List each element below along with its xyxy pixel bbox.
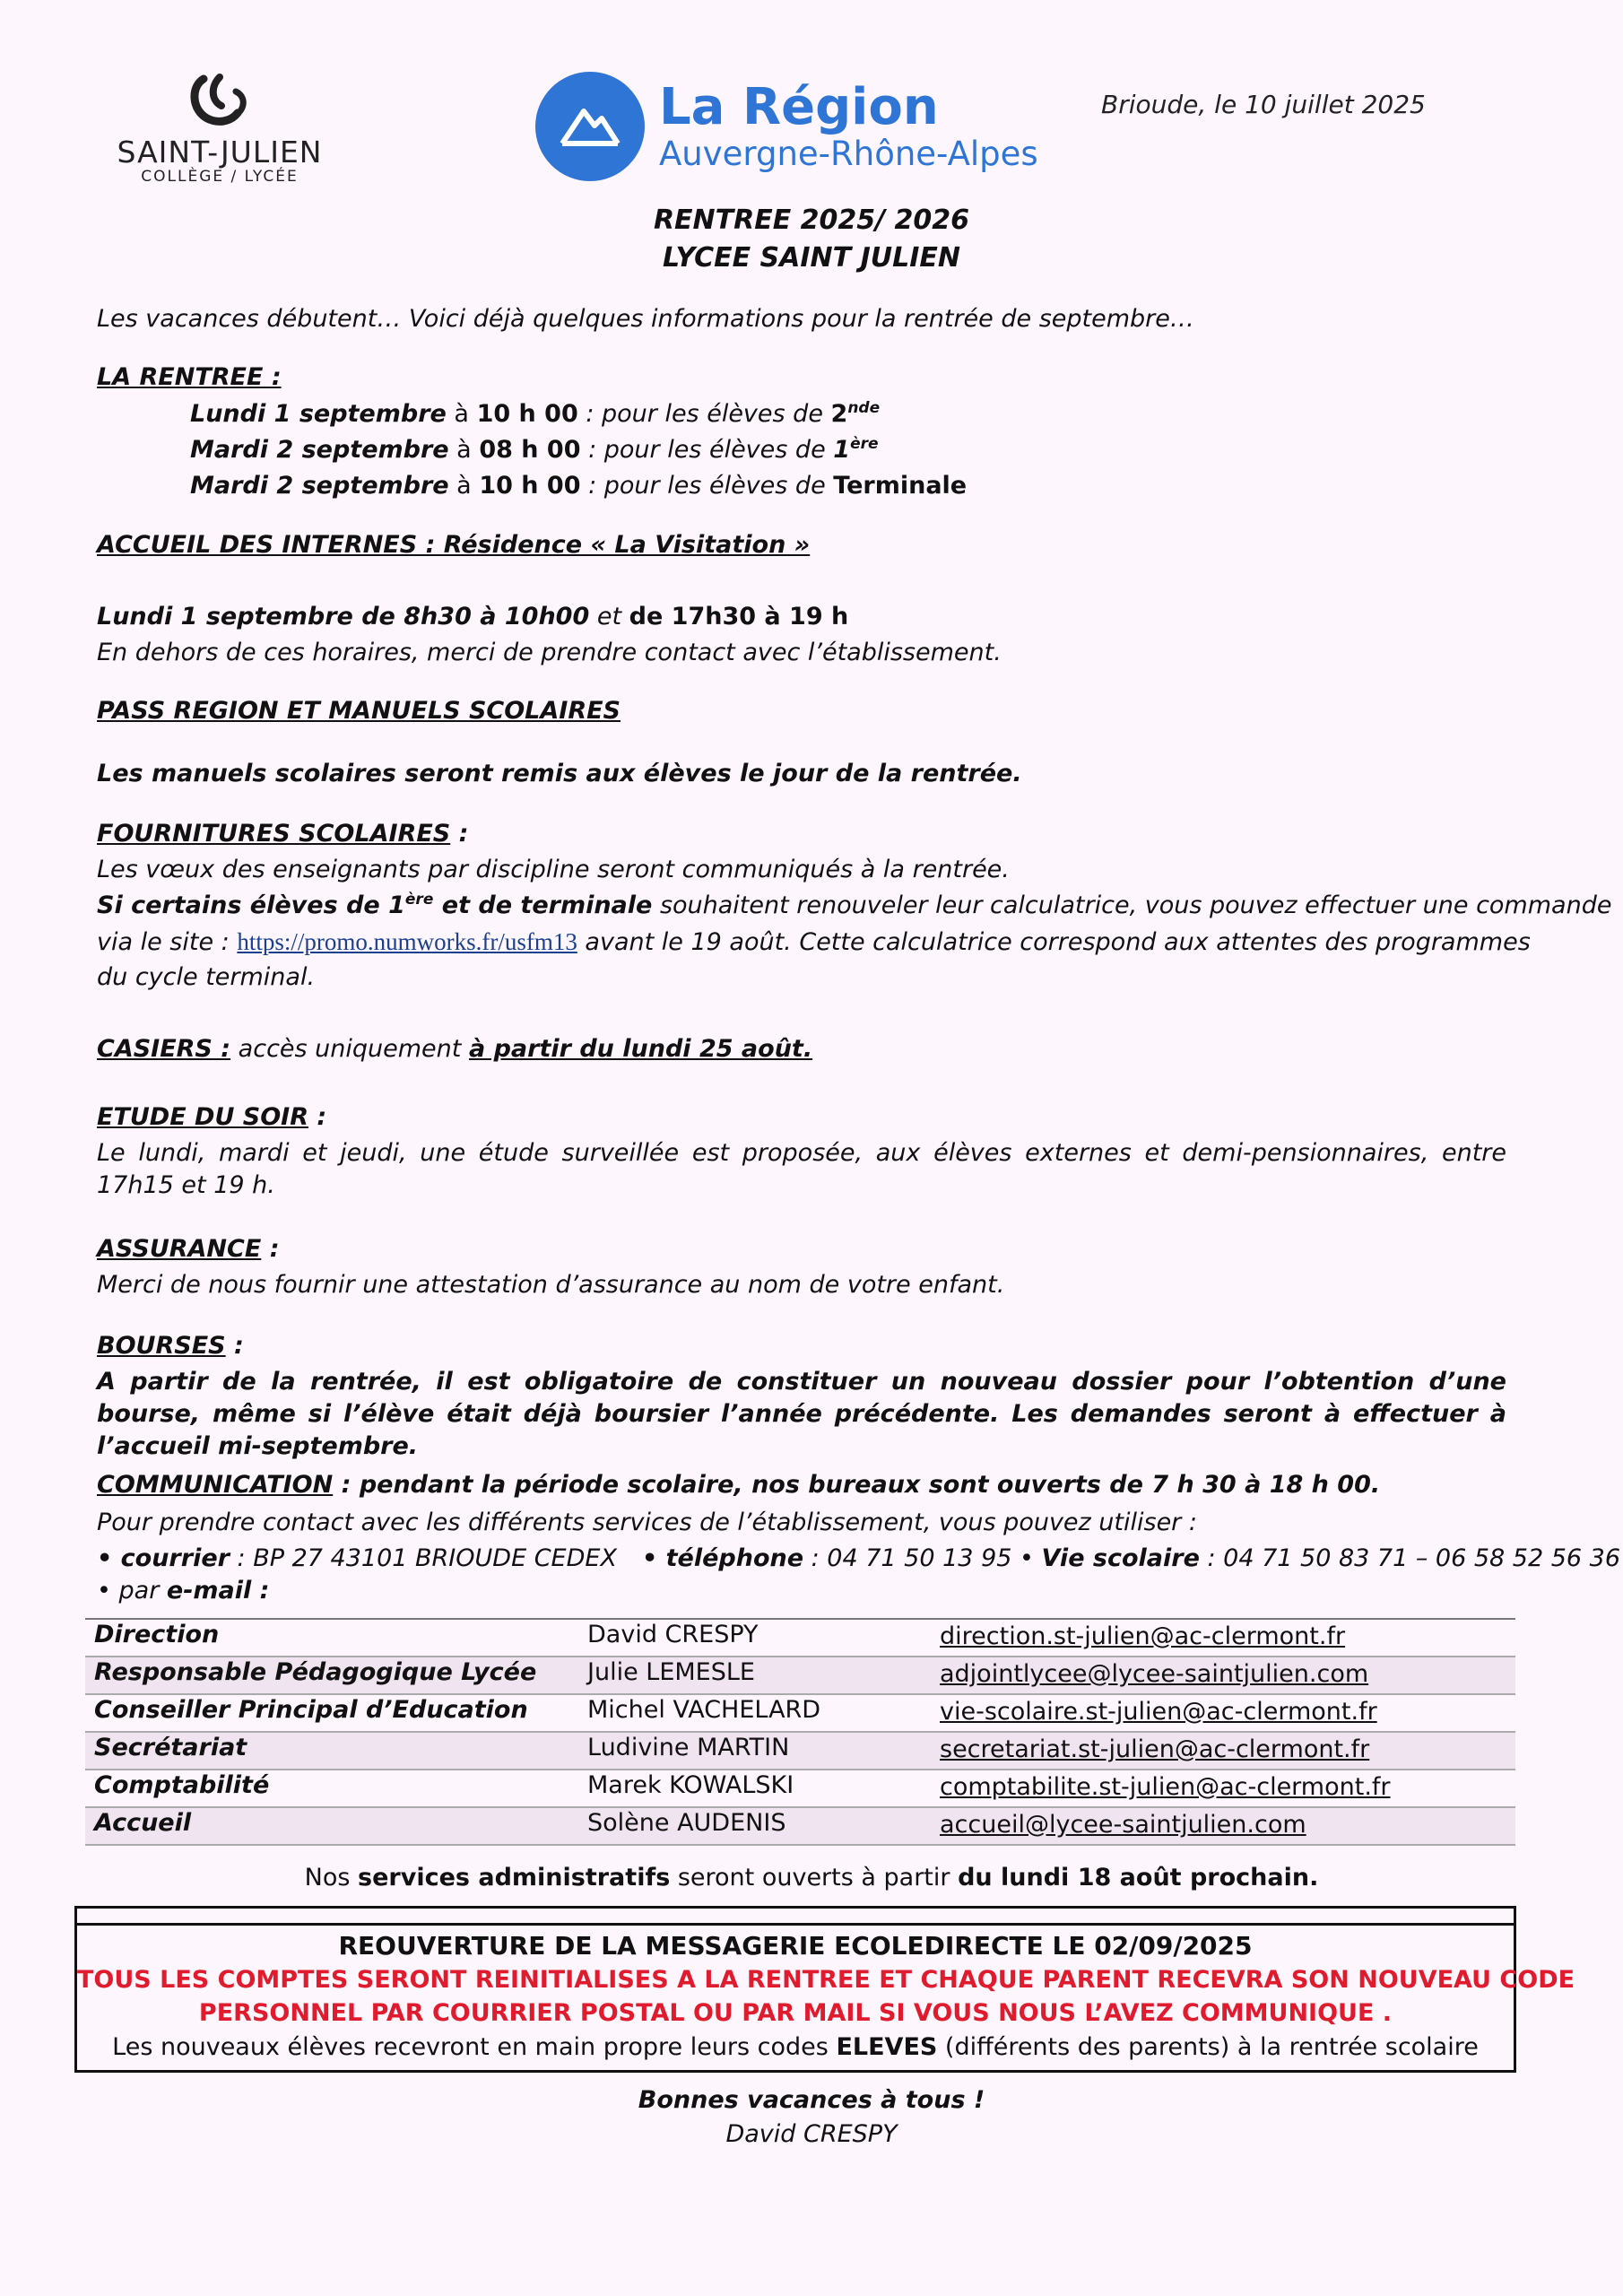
contact-name: Ludivine MARTIN bbox=[587, 1734, 790, 1761]
communication-intro: Pour prendre contact avec les différents services de l’établissement, vous pouvez utiliser : bbox=[97, 1509, 1197, 1536]
rentree-line-3: Mardi 2 septembre à 10 h 00 : pour les élèves de Terminale bbox=[190, 472, 968, 500]
contact-role: Accueil bbox=[94, 1809, 192, 1837]
contact-role: Conseiller Principal d’Education bbox=[94, 1696, 528, 1724]
internes-note: En dehors de ces horaires, merci de prendre contact avec l’établissement. bbox=[97, 639, 1002, 666]
contact-email-link[interactable]: comptabilite.st-julien@ac-clermont.fr bbox=[940, 1773, 1391, 1801]
rentree-line-1: Lundi 1 septembre à 10 h 00 : pour les élèves de 2nde bbox=[190, 399, 881, 428]
contact-name: Marek KOWALSKI bbox=[587, 1771, 794, 1799]
etude-text: Le lundi, mardi et jeudi, une étude surveillée est proposée, aux élèves externes et demi-pensionnaires, entre 17h15 et 19 h. bbox=[97, 1139, 1506, 1199]
ecoledirecte-notice bbox=[74, 1906, 1575, 2073]
internes-hours: Lundi 1 septembre de 8h30 à 10h00 et de 17h30 à 19 h bbox=[97, 603, 849, 631]
contact-role: Direction bbox=[94, 1621, 220, 1648]
bourses-heading: BOURSES : bbox=[97, 1332, 244, 1360]
contact-name: Michel VACHELARD bbox=[587, 1696, 821, 1724]
fournitures-heading: FOURNITURES SCOLAIRES : bbox=[97, 820, 469, 848]
contact-name: David CRESPY bbox=[587, 1621, 759, 1648]
notice-top-band bbox=[77, 1909, 1514, 1926]
intro-text: Les vacances débutent… Voici déjà quelques informations pour la rentrée de septembre… bbox=[97, 305, 1194, 333]
pass-heading: PASS REGION ET MANUELS SCOLAIRES bbox=[97, 697, 621, 725]
pass-text: Les manuels scolaires seront remis aux élèves le jour de la rentrée. bbox=[97, 760, 1022, 787]
table-row bbox=[85, 1770, 1515, 1808]
communication-email-label: • par e-mail : bbox=[97, 1577, 270, 1605]
table-row bbox=[85, 1733, 1515, 1770]
region-logo-mark-icon bbox=[535, 72, 645, 181]
communication-contacts: • courrier : BP 27 43101 BRIOUDE CEDEX • téléphone : 04 71 50 13 95 • Vie scolaire : 04 71 50 83 71 – 06 58 52 56 36 bbox=[97, 1544, 1621, 1572]
rentree-line-2: Mardi 2 septembre à 08 h 00 : pour les élèves de 1ère bbox=[190, 435, 879, 464]
internes-heading: ACCUEIL DES INTERNES : Résidence « La Visitation » bbox=[97, 531, 811, 559]
contact-role: Comptabilité bbox=[94, 1771, 270, 1799]
school-logo bbox=[99, 74, 341, 186]
fournitures-line-2: Si certains élèves de 1ère et de terminale souhaitent renouveler leur calculatrice, vous pouvez effectuer une commande bbox=[97, 891, 1612, 919]
contact-role: Secrétariat bbox=[94, 1734, 247, 1761]
school-subtitle: COLLÈGE / LYCÉE bbox=[141, 168, 299, 186]
table-row bbox=[85, 1657, 1515, 1695]
notice-title: REOUVERTURE DE LA MESSAGERIE ECOLEDIRECTE LE 02/09/2025 bbox=[338, 1931, 1253, 1961]
fournitures-line-3: via le site : https://promo.numworks.fr/usfm13 avant le 19 août. Cette calculatrice correspond aux attentes des programmes bbox=[97, 928, 1531, 956]
table-row bbox=[85, 1808, 1515, 1846]
letter-date: Brioude, le 10 juillet 2025 bbox=[1101, 90, 1426, 119]
table-row bbox=[85, 1620, 1515, 1657]
numworks-link[interactable]: https://promo.numworks.fr/usfm13 bbox=[237, 928, 577, 955]
assurance-text: Merci de nous fournir une attestation d’assurance au nom de votre enfant. bbox=[97, 1271, 1005, 1299]
contact-email-link[interactable]: vie-scolaire.st-julien@ac-clermont.fr bbox=[940, 1698, 1377, 1726]
rentree-heading: LA RENTREE : bbox=[97, 363, 282, 391]
closing-signature: David CRESPY bbox=[725, 2120, 898, 2148]
contact-email-link[interactable]: secretariat.st-julien@ac-clermont.fr bbox=[940, 1735, 1370, 1763]
region-subtitle: Auvergne-Rhône-Alpes bbox=[659, 135, 1038, 173]
services-note: Nos services administratifs seront ouverts à partir du lundi 18 août prochain. bbox=[304, 1864, 1319, 1892]
region-title: La Région bbox=[659, 78, 939, 136]
notice-red-line-2: PERSONNEL PAR COURRIER POSTAL OU PAR MAIL SI VOUS NOUS L’AVEZ COMMUNIQUE . bbox=[198, 1999, 1393, 2027]
assurance-heading: ASSURANCE : bbox=[97, 1235, 280, 1263]
letter-title: RENTREE 2025/ 2026 bbox=[653, 204, 970, 236]
casiers-line: CASIERS : accès uniquement à partir du lundi 25 août. bbox=[97, 1035, 813, 1063]
table-row bbox=[85, 1695, 1515, 1733]
contact-email-link[interactable]: adjointlycee@lycee-saintjulien.com bbox=[940, 1660, 1369, 1688]
school-name: SAINT-JULIEN bbox=[117, 135, 323, 170]
notice-line-3: Les nouveaux élèves recevront en main propre leurs codes ELEVES (différents des parents) à la rentrée scolaire bbox=[112, 2033, 1479, 2061]
contacts-table bbox=[85, 1618, 1515, 1846]
bourses-text: A partir de la rentrée, il est obligatoire de constituer un nouveau dossier pour l’obtention d’une bourse, même si l’élève était déjà boursier l’année précédente. Les demandes seront à effectuer à l’accueil mi-septembre. bbox=[97, 1368, 1506, 1460]
contact-name: Solène AUDENIS bbox=[587, 1809, 786, 1837]
fournitures-line-4: du cycle terminal. bbox=[97, 963, 316, 991]
contact-name: Julie LEMESLE bbox=[587, 1658, 755, 1686]
notice-red-line-1: TOUS LES COMPTES SERONT REINITIALISES A LA RENTREE ET CHAQUE PARENT RECEVRA SON NOUVEAU CODE bbox=[77, 1966, 1575, 1994]
school-logo-mark-icon bbox=[184, 74, 256, 129]
region-logo bbox=[535, 72, 1038, 181]
fournitures-line-1: Les vœux des enseignants par discipline seront communiqués à la rentrée. bbox=[97, 856, 1010, 883]
contact-email-link[interactable]: accueil@lycee-saintjulien.com bbox=[940, 1811, 1306, 1839]
etude-heading: ETUDE DU SOIR : bbox=[97, 1103, 327, 1131]
closing-greeting: Bonnes vacances à tous ! bbox=[638, 2086, 985, 2114]
contact-email-link[interactable]: direction.st-julien@ac-clermont.fr bbox=[940, 1622, 1346, 1650]
contact-role: Responsable Pédagogique Lycée bbox=[94, 1658, 537, 1686]
letter-subtitle: LYCEE SAINT JULIEN bbox=[663, 242, 960, 274]
communication-heading: COMMUNICATION : pendant la période scolaire, nos bureaux sont ouverts de 7 h 30 à 18 h 00. bbox=[97, 1471, 1381, 1499]
